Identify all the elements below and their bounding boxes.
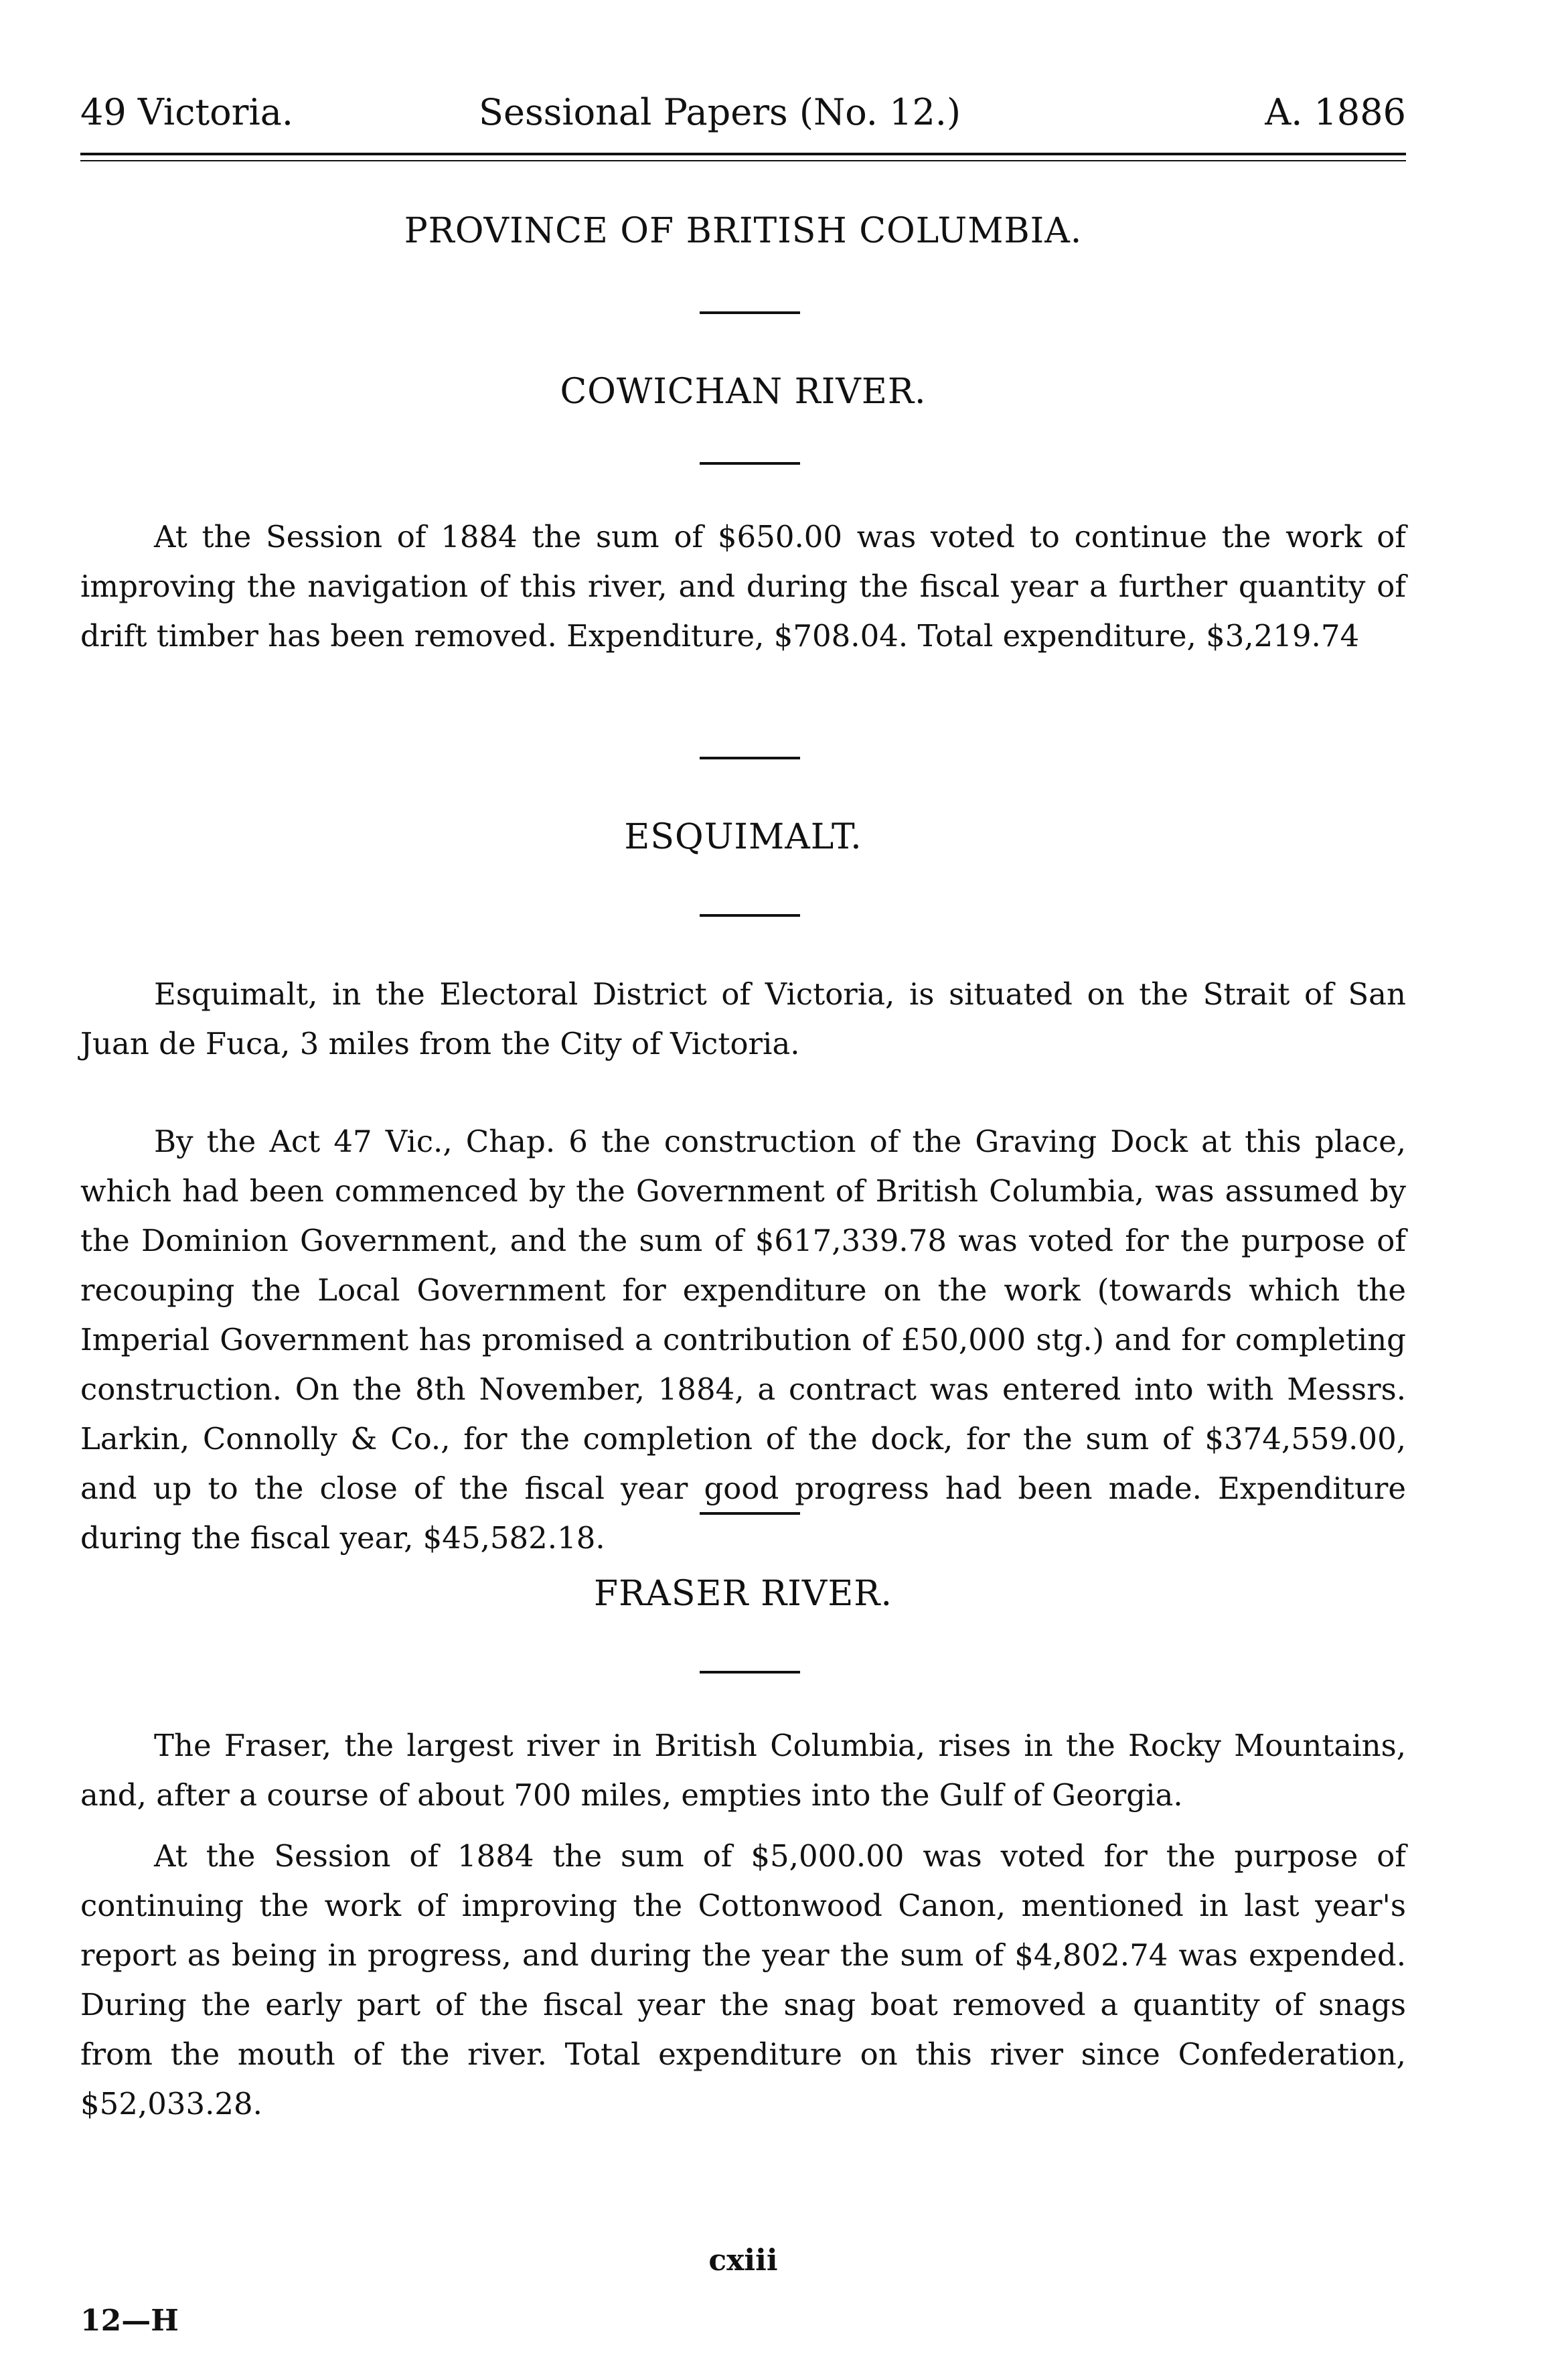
header-volume: 49 Victoria. (80, 91, 294, 133)
document-page (80, 74, 1426, 2337)
header-year: A. 1886 (1265, 91, 1406, 133)
section-heading-cowichan: COWICHAN RIVER. (560, 372, 927, 412)
header-rule-thin (80, 160, 1406, 161)
section-divider-rule (700, 1512, 800, 1515)
paragraph-fraser-2: At the Session of 1884 the sum of $5,000.00 was voted for the purpose of continuing the work of improving the Cottonwood Canon, mentioned in last year's report as being in progress, and during the year the sum of $4,802.74 was expended. During the early part of the fiscal year the snag boat removed a quantity of snags from the mouth of the river. Total expenditure on this river since Confederation, $52,033.28. (80, 1838, 1406, 2122)
divider-rule (700, 1671, 800, 1674)
running-head (80, 86, 1406, 139)
province-title: PROVINCE OF BRITISH COLUMBIA. (404, 211, 1083, 251)
section-divider-rule (700, 757, 800, 759)
divider-rule (700, 914, 800, 917)
page-folio: cxiii (708, 2243, 778, 2278)
paragraph-cowichan: At the Session of 1884 the sum of $650.00 was voted to continue the work of improving the navigation of this river, and during the fiscal year a further quantity of drift timber has been removed. Expenditure, $708.04. Total expenditure, $3,219.74 (80, 519, 1406, 654)
paragraph-esquimalt-2: By the Act 47 Vic., Chap. 6 the construction of the Graving Dock at this place, which had been commenced by the Government of British Columbia, was assumed by the Dominion Government, and the sum of $617,339.78 was voted for the purpose of recouping the Local Government for expenditure on the work (towards which the Imperial Government has promised a contribution of £50,000 stg.) and for completing construction. On the 8th November, 1884, a contract was entered into with Messrs. Larkin, Connolly & Co., for the completion of the dock, for the sum of $374,559.00, and up to the close of the fiscal year good progress had been made. Expenditure during the fiscal year, $45,582.18. (80, 1124, 1406, 1556)
section-heading-esquimalt: ESQUIMALT. (624, 817, 862, 857)
header-sessional-papers: Sessional Papers (No. 12.) (479, 91, 961, 133)
header-rule (80, 153, 1406, 155)
divider-rule (700, 462, 800, 465)
divider-rule (700, 311, 800, 314)
section-heading-fraser: FRASER RIVER. (594, 1574, 892, 1614)
signature-mark: 12—H (80, 2304, 179, 2338)
paragraph-fraser-1: The Fraser, the largest river in British Columbia, rises in the Rocky Mountains, and, after a course of about 700 miles, empties into the Gulf of Georgia. (80, 1728, 1406, 1813)
paragraph-esquimalt-1: Esquimalt, in the Electoral District of Victoria, is situated on the Strait of San Juan de Fuca, 3 miles from the City of Victoria. (80, 976, 1406, 1061)
